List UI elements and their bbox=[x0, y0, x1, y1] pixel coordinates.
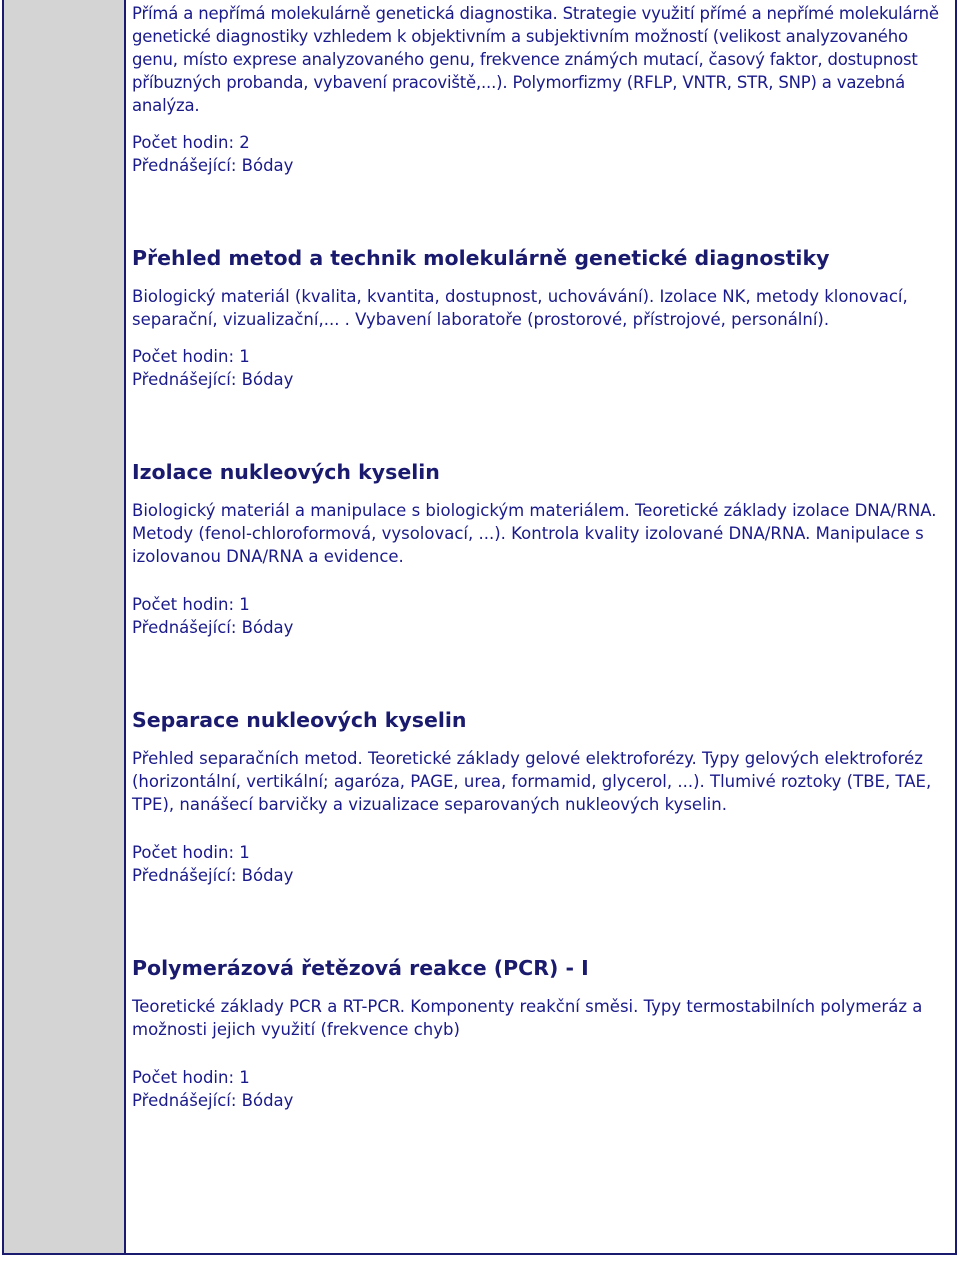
section-lecturer: Přednášející: Bóday bbox=[132, 1091, 294, 1110]
syllabus-table bbox=[2, 0, 957, 1255]
section-title: Izolace nukleových kyselin bbox=[132, 460, 440, 484]
section-lecturer: Přednášející: Bóday bbox=[132, 618, 294, 637]
section-lecturer: Přednášející: Bóday bbox=[132, 370, 294, 389]
section-title: Polymerázová řetězová reakce (PCR) - I bbox=[132, 956, 589, 980]
left-column bbox=[4, 0, 126, 1253]
section-hours: Počet hodin: 1 bbox=[132, 1068, 250, 1087]
intro-lecturer: Přednášející: Bóday bbox=[132, 156, 294, 175]
content-column bbox=[126, 0, 955, 1253]
section-text: Teoretické základy PCR a RT-PCR. Komponenty reakční směsi. Typy termostabilních polymeráz a možnosti jejich využití (frekvence chyb) bbox=[132, 997, 923, 1039]
section-text: Biologický materiál a manipulace s biologickým materiálem. Teoretické základy izolace DNA/RNA. Metody (fenol-chloroformová, vysolovací, ...). Kontrola kvality izolované DNA/RNA. Manipulace s izolovanou DNA/RNA a evidence. bbox=[132, 501, 937, 566]
section-text: Přehled separačních metod. Teoretické základy gelové elektroforézy. Typy gelových elektroforéz (horizontální, vertikální; agaróza, PAGE, urea, formamid, glycerol, ...). Tlumivé roztoky (TBE, TAE, TPE), nanášecí barvičky a vizualizace separovaných nukleových kyselin. bbox=[132, 749, 932, 814]
section-lecturer: Přednášející: Bóday bbox=[132, 866, 294, 885]
intro-hours: Počet hodin: 2 bbox=[132, 133, 250, 152]
section-hours: Počet hodin: 1 bbox=[132, 843, 250, 862]
section-title: Separace nukleových kyselin bbox=[132, 708, 467, 732]
intro-text: Přímá a nepřímá molekulárně genetická diagnostika. Strategie využití přímé a nepřímé molekulárně genetické diagnostiky vzhledem k objektivním a subjektivním možností (velikost analyzovaného genu, místo exprese analyzovaného genu, frekvence známých mutací, časový faktor, dostupnost příbuzných probanda, vybavení pracoviště,...). Polymorfizmy (RFLP, VNTR, STR, SNP) a vazebná analýza. bbox=[132, 4, 939, 115]
section-hours: Počet hodin: 1 bbox=[132, 347, 250, 366]
section-hours: Počet hodin: 1 bbox=[132, 595, 250, 614]
section-text: Biologický materiál (kvalita, kvantita, dostupnost, uchovávání). Izolace NK, metody klonovací, separační, vizualizační,... . Vybavení laboratoře (prostorové, přístrojové, personální). bbox=[132, 287, 908, 329]
section-title: Přehled metod a technik molekulárně genetické diagnostiky bbox=[132, 246, 830, 270]
